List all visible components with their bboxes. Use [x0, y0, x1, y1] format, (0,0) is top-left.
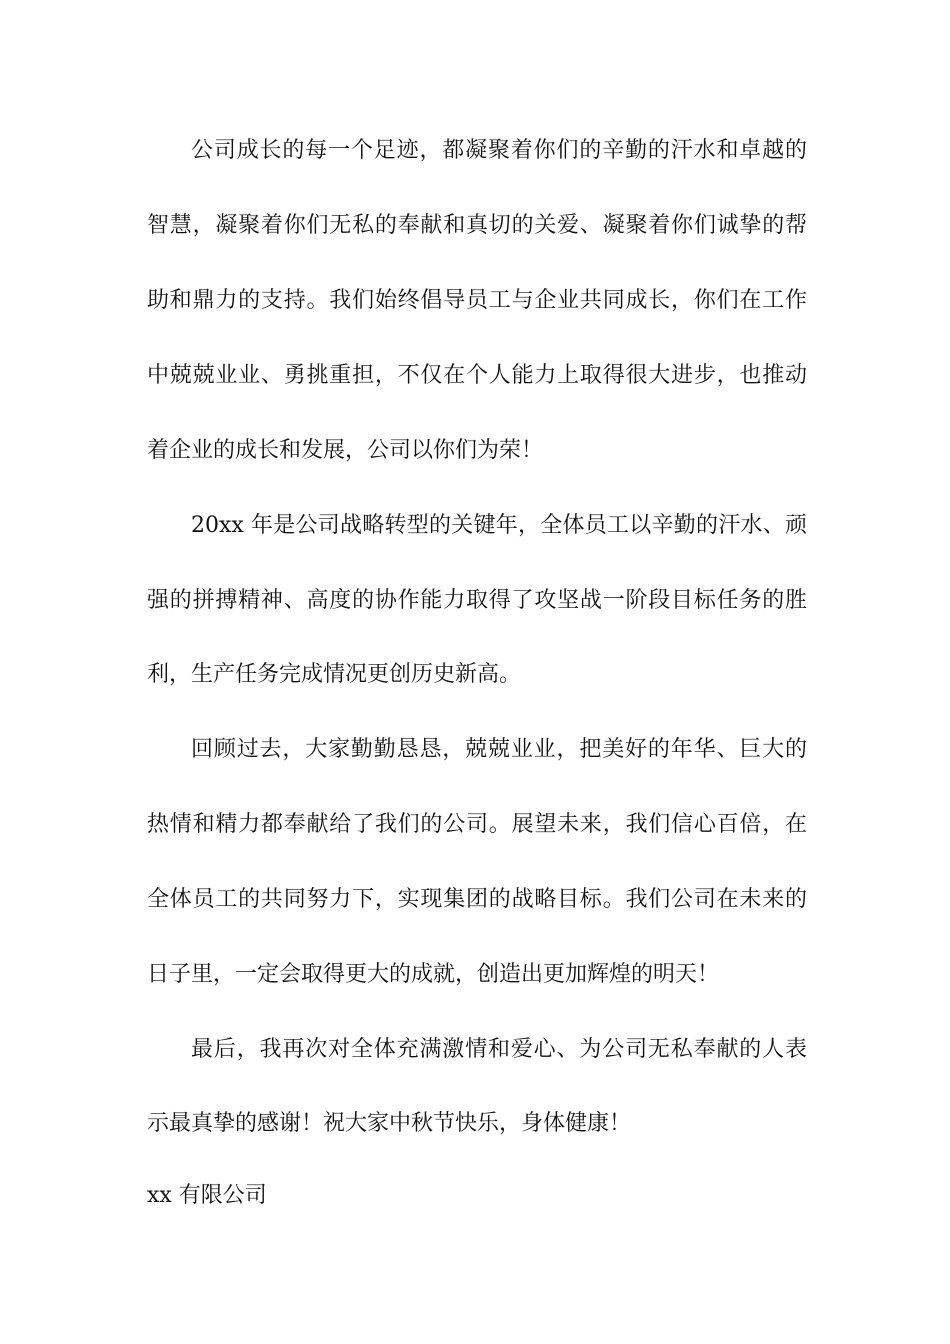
paragraph-1-line-4: 中兢兢业业、勇挑重担，不仅在个人能力上取得很大进步，也推动 — [147, 363, 807, 388]
paragraph-3-line-4: 日子里，一定会取得更大的成就，创造出更加辉煌的明天！ — [147, 962, 720, 987]
paragraph-3-line-2: 热情和精力都奉献给了我们的公司。展望未来，我们信心百倍，在 — [147, 812, 807, 837]
paragraph-4-line-1: 最后，我再次对全体充满激情和爱心、为公司无私奉献的人表 — [191, 1037, 807, 1062]
paragraph-2-line-1: 20xx 年是公司战略转型的关键年，全体员工以辛勤的汗水、顽 — [191, 513, 807, 538]
paragraph-3-line-1: 回顾过去，大家勤勤恳恳，兢兢业业，把美好的年华、巨大的 — [191, 737, 807, 762]
paragraph-2-line-2: 强的拼搏精神、高度的协作能力取得了攻坚战一阶段目标任务的胜 — [147, 588, 807, 613]
paragraph-2-line-3: 利，生产任务完成情况更创历史新高。 — [147, 662, 522, 687]
paragraph-3-line-3: 全体员工的共同努力下，实现集团的战略目标。我们公司在未来的 — [147, 887, 807, 912]
paragraph-1-line-2: 智慧，凝聚着你们无私的奉献和真切的关爱、凝聚着你们诚挚的帮 — [147, 213, 807, 238]
company-signature: xx 有限公司 — [147, 1183, 267, 1208]
paragraph-1-line-5: 着企业的成长和发展，公司以你们为荣！ — [147, 438, 544, 463]
paragraph-1-line-1: 公司成长的每一个足迹，都凝聚着你们的辛勤的汗水和卓越的 — [191, 138, 807, 163]
paragraph-1-line-3: 助和鼎力的支持。我们始终倡导员工与企业共同成长，你们在工作 — [147, 288, 807, 313]
paragraph-4-line-2: 示最真挚的感谢！祝大家中秋节快乐，身体健康！ — [147, 1111, 632, 1136]
